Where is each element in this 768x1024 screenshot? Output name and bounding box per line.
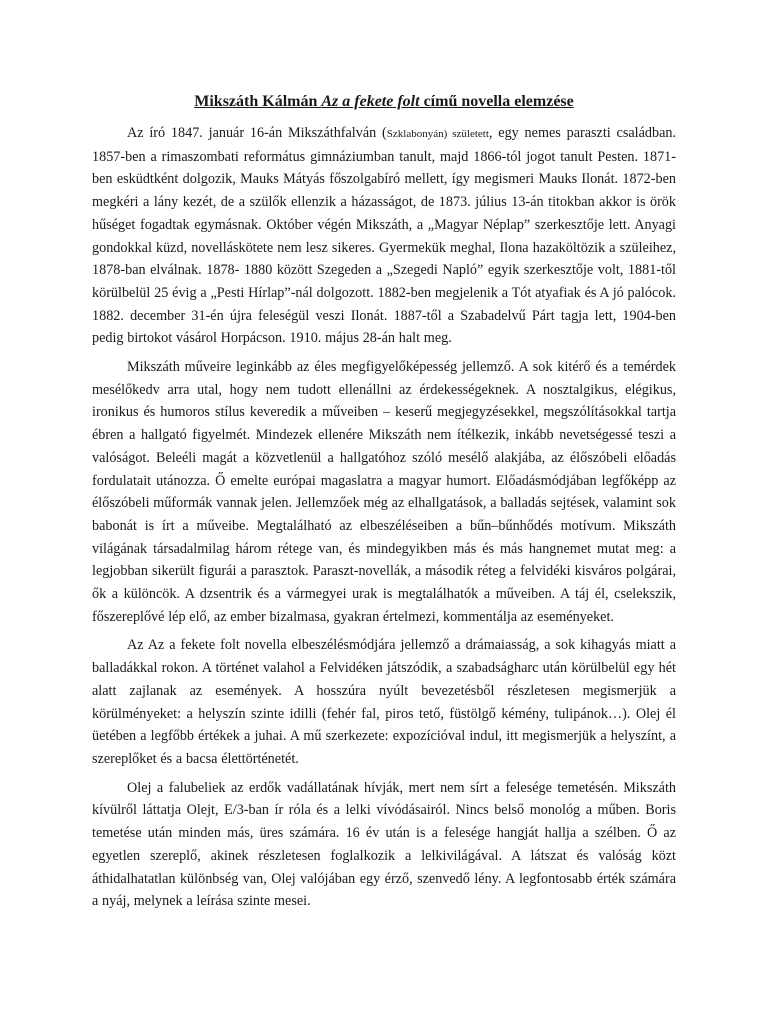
title-rest: című novella elemzése — [419, 93, 574, 110]
paragraph-olej: Olej a falubeliek az erdők vadállatának hívják, mert nem sírt a felesége temetésén. Mikszáth kívülről láttatja Olejt, E/3-ban ír róla és a lelki vívódásairól. Nincs belső monológ a műben. Boris temetése után minden más, üres számára. 16 év után is a felesége hangját hallja a szélben. Ő az egyetlen szereplő, akinek részletesen foglalkozik a lelkivilágával. A látszat és valóság közt áthidalhatatlan különbség van, Olej valójában egy érző, szenvedő lény. A legfontosabb érték számára a nyáj, melynek a leírása szinte mesei. — [92, 779, 676, 910]
paragraph-novella: Az Az a fekete folt novella elbeszélésmódjára jellemző a drámaiasság, a sok kihagyás miatt a balladákkal rokon. A történet valahol a Felvidéken játszódik, a szabadságharc után körülbelül egy hét alatt zajlanak az események. A hosszúra nyúlt bevezetésből részletesen megismerjük a körülményeket: a helyszín szinte idilli (fehér fal, piros tető, füstölgő kémény, tulipánok…). Olej él üetében a legfőbb értékek a juhai. A mű szerkezete: expozícióval indul, itt megismerjük a helyszínt, a szereplőket és a bacsa élettörténetét. — [92, 637, 676, 767]
paragraph-style: Mikszáth műveire leginkább az éles megfigyelőképesség jellemző. A sok kitérő és a temérdek mesélőkedv arra utal, hogy nem tudott ellenállni az érdekességeknek. A nosztalgikus, elégikus, ironikus és humoros stílus keveredik a műveiben – keserű megjegyzésekkel, megszólításokkal tartja ébren a hallgató figyelmét. Mindezek ellenére Mikszáth nem ítélkezik, inkább nevetségessé teszi a valóságot. Beleéli magát a közvetlenül a hallgatóhoz szóló mesélő alakjába, az élőszóbeli előadás fordulatait utánozza. Ő emelte európai magaslatra a magyar humort. Előadásmódjában legfőképp az élőszóbeli műformák vannak jelen. Jellemzőek még az elhallgatások, a balladás sejtések, valamint sok babonát is írt a műveibe. Megtalálható az elbeszéléseiben a bűn–bűnhődés motívum. Mikszáth világának társadalmilag három rétege van, és mindegyikben más és más hangnemet mutat meg: a legjobban sikerült figurái a parasztok. Paraszt-novellák, a második réteg a felvidéki kisváros polgárai, ők a különcök. A dzsentrik és a vármegyei urak is megtalálhatók a műveiben. A táj él, cselekszik, főszereplővé lép elő, az ember bizalmasa, gyakran értelmezi, kommentálja az eseményeket. — [92, 359, 676, 625]
document-title — [92, 92, 676, 112]
title-work: Az a fekete folt — [321, 93, 420, 110]
title-author: Mikszáth Kálmán — [194, 93, 322, 110]
paragraph-1-start: Az író 1847. január 16-án Mikszáthfalván ( — [127, 125, 387, 141]
paragraph-biography — [92, 122, 676, 350]
paragraph-1-rest: , egy nemes paraszti családban. 1857-ben a rimaszombati református gimnáziumban tanult, majd 1866-tól jogot tanult Pesten. 1871-ben esküdtként dolgozik, Mauks Mátyás főszolgabíró mellett, így megismeri Mauks Ilonát. 1872-ben megkéri a lány kezét, de a szülők ellenzik a házasságot, de 1873. július 13-án titokban akkor is örök hűséget fogadtak egymásnak. Október végén Mikszáth, a „Magyar Néplap” szerkesztője lett. Anyagi gondokkal küzd, novelláskötete nem lesz sikeres. Gyermekük meghal, Ilona hazaköltözik a szüleihez, 1878-ban elválnak. 1878- 1880 között Szegeden a „Szegedi Napló” egyik szerkesztője volt, 1881-től körülbelül 25 évig a „Pesti Hírlap”-nál dolgozott. 1882-ben megjelenik a Tót atyafiak és A jó palócok. 1882. december 31-én újra feleségül veszi Ilonát. 1887-től a Szabadelvű Párt tagja lett, 1904-ben pedig birtokot vásárol Horpácson. 1910. május 28-án halt meg. — [92, 125, 677, 347]
paragraph-1-small: Szklabonyán) született — [386, 128, 489, 140]
